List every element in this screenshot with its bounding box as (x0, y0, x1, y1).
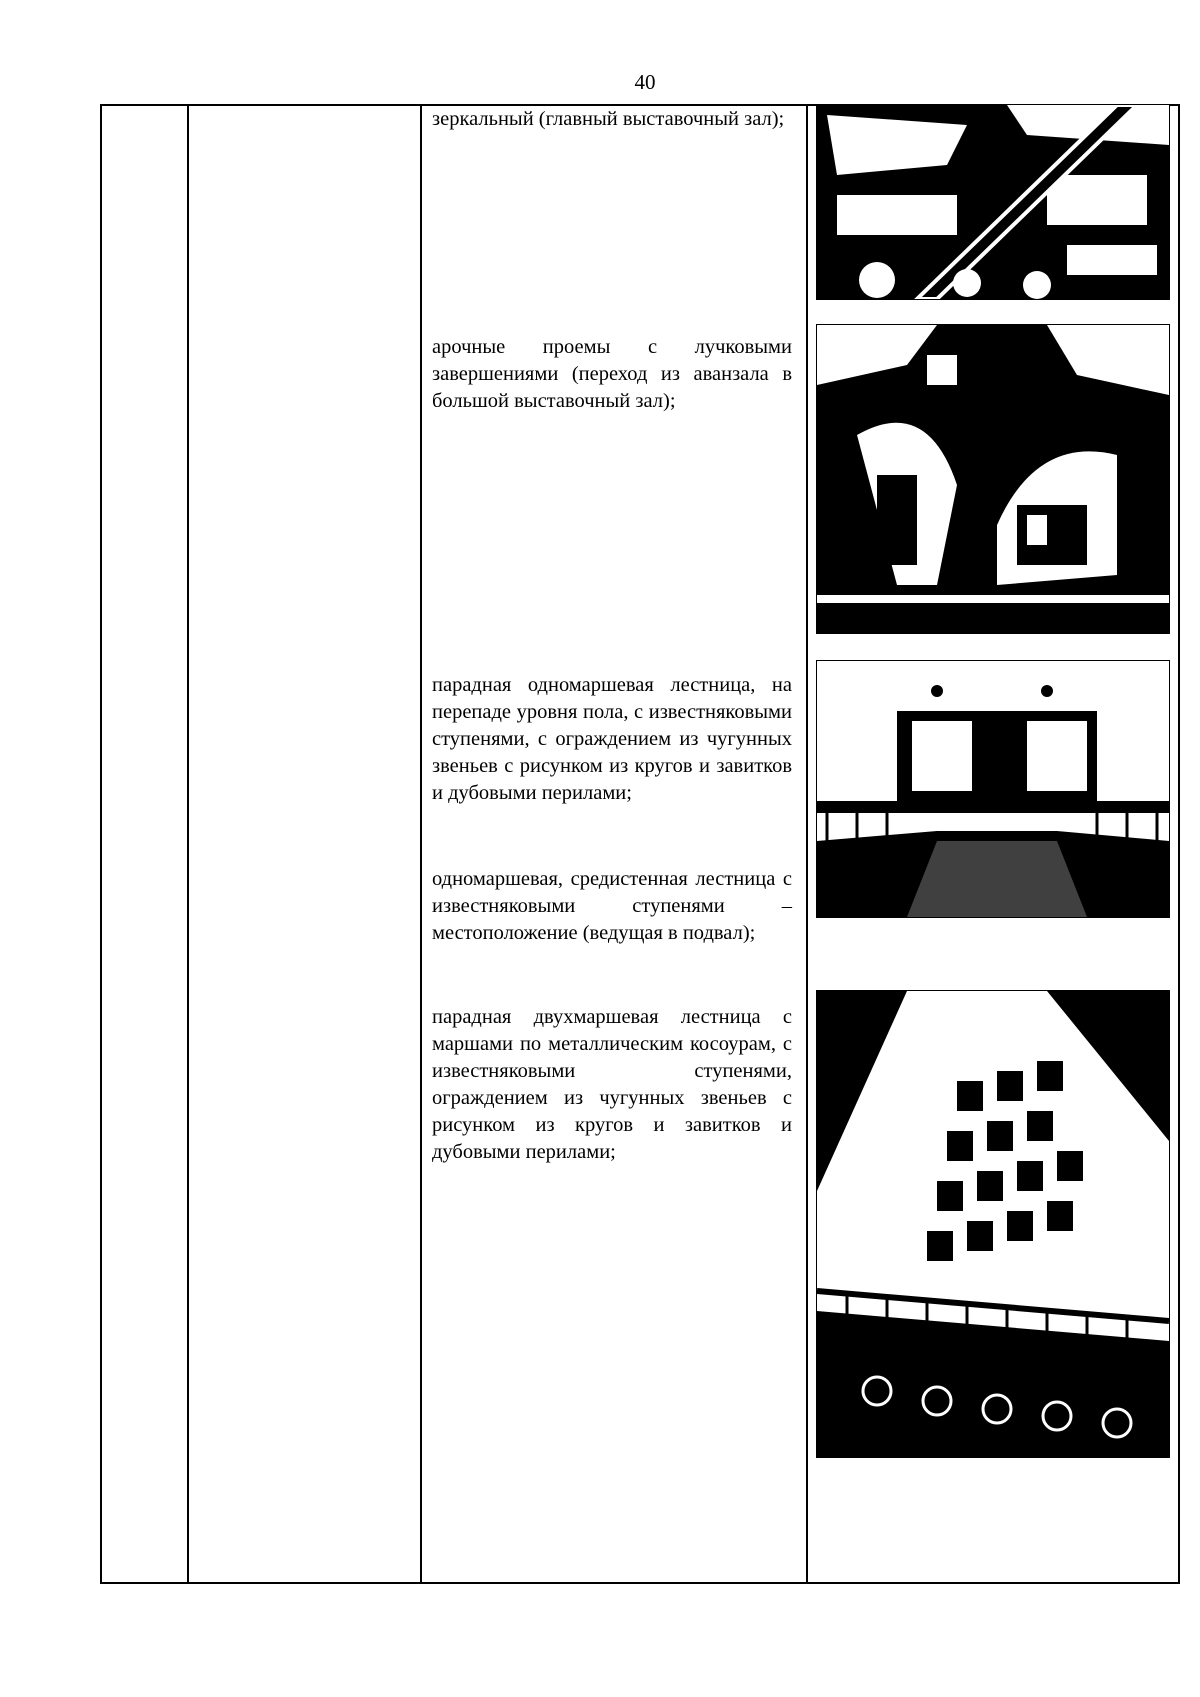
page-number: 40 (634, 70, 656, 94)
photo-two-flight-staircase (816, 990, 1170, 1458)
item-description: зеркальный (главный выставочный зал); (432, 108, 785, 130)
photo-mirror-hall (816, 104, 1170, 300)
photo-arched-openings (816, 324, 1170, 634)
item-description: одномаршевая, средистенная лестница с известняковыми ступенями – местоположение (ведущая в подвал); (432, 868, 792, 944)
column-divider (806, 106, 808, 1582)
column-divider (420, 106, 422, 1582)
photo-ceremonial-staircase (816, 660, 1170, 918)
item-description: арочные проемы с лучковыми завершениями (переход из аванзала в большой выставочный зал); (432, 336, 792, 412)
item-description: парадная двухмаршевая лестница с маршами по металлическим косоурам, с известняковыми ступенями, ограждением из чугунных звеньев с рисунком из кругов и завитков и дубовыми перилами; (432, 1006, 792, 1163)
column-divider (187, 106, 189, 1582)
item-description: парадная одномаршевая лестница, на перепаде уровня пола, с известняковыми ступенями, с ограждением из чугунных звеньев с рисунком из кругов и завитков и дубовыми перилами; (432, 674, 792, 804)
